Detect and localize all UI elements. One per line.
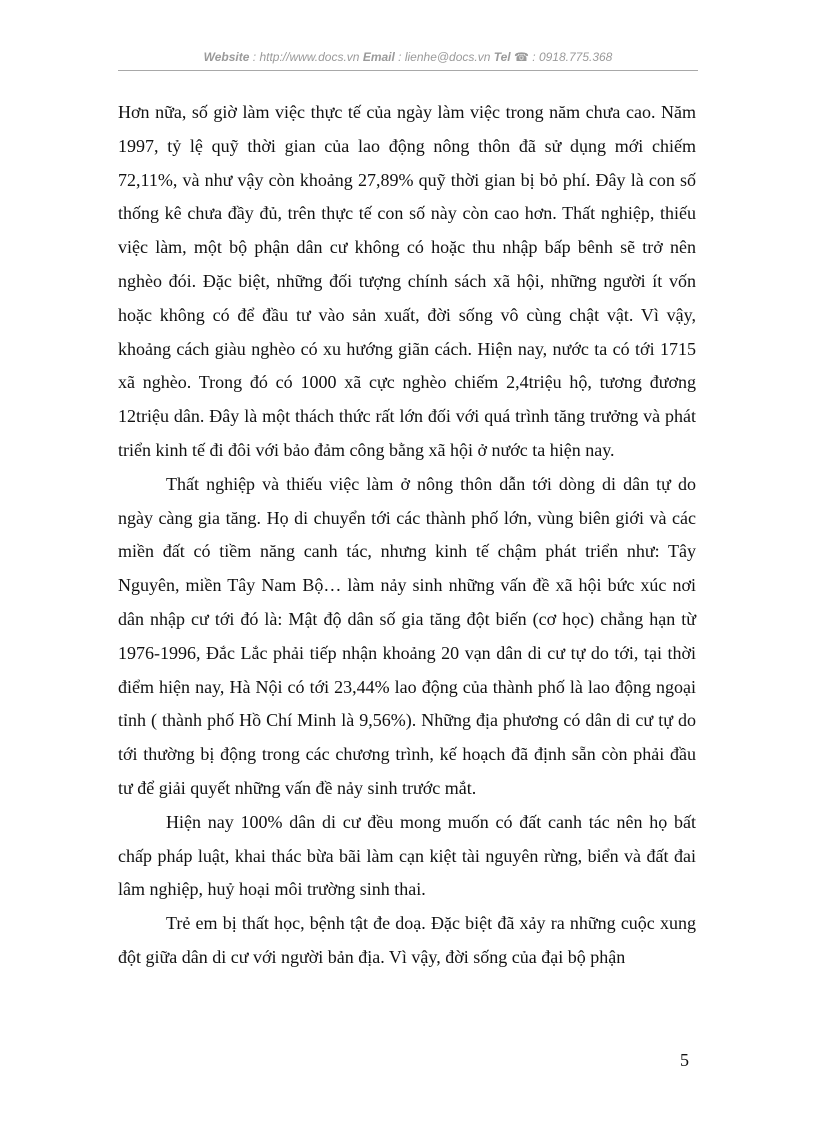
page-number: 5: [680, 1050, 689, 1070]
tel-label: Tel: [493, 50, 511, 64]
document-body: [118, 96, 696, 975]
tel-number: ☎ : 0918.775.368: [510, 50, 613, 64]
email-label: Email: [362, 50, 395, 64]
paragraph-4: Trẻ em bị thất học, bệnh tật đe doạ. Đặc biệt đã xảy ra những cuộc xung đột giữa dân di cư với người bản địa. Vì vậy, đời sống của đại bộ phận: [118, 913, 696, 967]
paragraph-3: Hiện nay 100% dân di cư đều mong muốn có đất canh tác nên họ bất chấp pháp luật, khai thác bừa bãi làm cạn kiệt tài nguyên rừng, biển và đất đai lâm nghiệp, huỷ hoại môi trường sinh thai.: [118, 811, 696, 900]
page-header: [118, 50, 698, 64]
email-address: : lienhe@docs.vn: [394, 50, 494, 64]
paragraph-1: Hơn nữa, số giờ làm việc thực tế của ngày làm việc trong năm chưa cao. Năm 1997, tỷ lệ quỹ thời gian của lao động nông thôn đã sử dụng mới chiếm 72,11%, và như vậy còn khoảng 27,89% quỹ thời gian bị bỏ phí. Đây là con số thống kê chưa đầy đủ, trên thực tế con số này còn cao hơn. Thất nghiệp, thiếu việc làm, một bộ phận dân cư không có hoặc thu nhập bấp bênh sẽ trở nên nghèo đói. Đặc biệt, những đối tượng chính sách xã hội, những người ít vốn hoặc không có để đầu tư vào sản xuất, đời sống vô cùng chật vật. Vì vậy, khoảng cách giàu nghèo có xu hướng giãn cách. Hiện nay, nước ta có tới 1715 xã nghèo. Trong đó có 1000 xã cực nghèo chiếm 2,4triệu hộ, tương đương 12triệu dân. Đây là một thách thức rất lớn đối với quá trình tăng trưởng và phát triển kinh tế đi đôi với bảo đảm công bằng xã hội ở nước ta hiện nay.: [118, 102, 696, 460]
paragraph-2: Thất nghiệp và thiếu việc làm ở nông thôn dẫn tới dòng di dân tự do ngày càng gia tăng. Họ di chuyển tới các thành phố lớn, vùng biên giới và các miền đất có tiềm năng canh tác, nhưng kinh tế chậm phát triển như: Tây Nguyên, miền Tây Nam Bộ… làm nảy sinh những vấn đề xã hội bức xúc nơi dân nhập cư tới đó là: Mật độ dân số gia tăng đột biến (cơ học) chẳng hạn từ 1976-1996, Đắc Lắc phải tiếp nhận khoảng 20 vạn dân di cư tự do tới, tại thời điểm hiện nay, Hà Nội có tới 23,44% lao động của thành phố là lao động ngoại tỉnh ( thành phố Hồ Chí Minh là 9,56%). Những địa phương có dân di cư tự do tới thường bị động trong các chương trình, kế hoạch đã định sẵn còn phải đầu tư để giải quyết những vấn đề nảy sinh trước mắt.: [118, 473, 696, 798]
website-url: : http://www.docs.vn: [249, 50, 363, 64]
website-label: Website: [203, 50, 250, 64]
header-divider: [118, 70, 698, 71]
